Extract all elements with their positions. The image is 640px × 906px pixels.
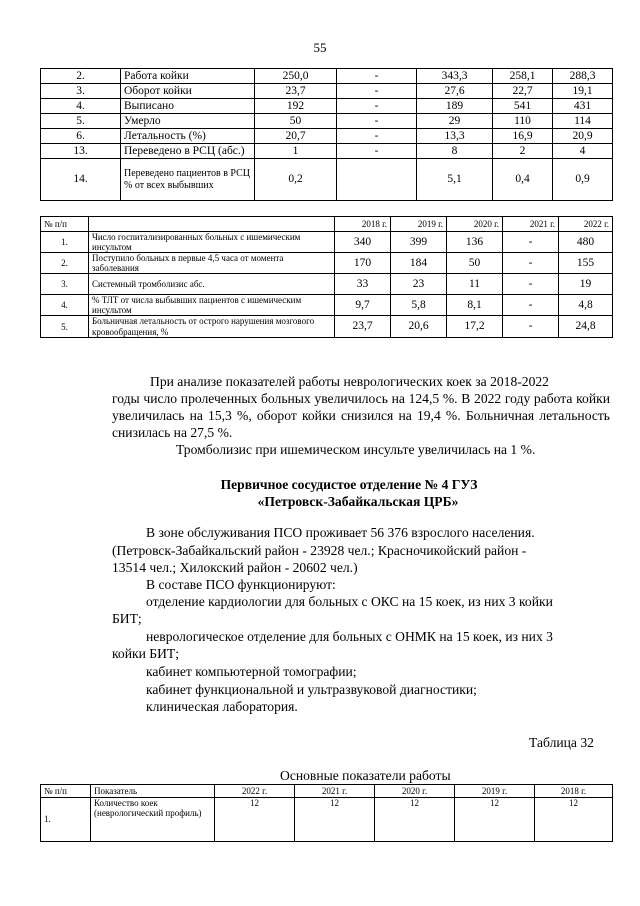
col-header: № п/п — [41, 785, 91, 798]
table-row — [41, 798, 613, 842]
table-cell: - — [337, 69, 417, 84]
table-cell: 13. — [41, 144, 121, 159]
table-cell: - — [337, 99, 417, 114]
table-cell: 27,6 — [417, 84, 493, 99]
table-cell: 5. — [41, 114, 121, 129]
table-cell: 14. — [41, 159, 121, 201]
table-cell: 20,7 — [255, 129, 337, 144]
table-cell: - — [337, 114, 417, 129]
table-header-row — [41, 217, 613, 232]
composition-item-2-cont: койки БИТ; — [112, 646, 179, 661]
table-cell: 24,8 — [559, 316, 613, 337]
table-cell: 4 — [553, 144, 613, 159]
table-cell: Летальность (%) — [121, 129, 255, 144]
table-cell: 29 — [417, 114, 493, 129]
table-cell: Число госпитализированных больных с ишемическим инсультом — [89, 232, 335, 253]
table-cell: % ТЛТ от числа выбывших пациентов с ишемическим инсультом — [89, 295, 335, 316]
table-cell: 2. — [41, 69, 121, 84]
table-row — [41, 129, 613, 144]
composition-item-2: неврологическое отделение для больных с ОНМК на 15 коек, из них 3 — [146, 629, 553, 644]
table-row — [41, 253, 613, 274]
composition-item-4: кабинет функциональной и ультразвуковой диагностики; — [146, 682, 477, 697]
table-cell: 12 — [375, 798, 455, 842]
table-cell: 33 — [335, 274, 391, 295]
table-cell: 155 — [559, 253, 613, 274]
col-header: 2021 г. — [295, 785, 375, 798]
table-cell: - — [503, 232, 559, 253]
table-cell: Переведено пациентов в РСЦ % от всех выбывших — [121, 159, 255, 201]
table-cell: 288,3 — [553, 69, 613, 84]
table-cell: 184 — [391, 253, 447, 274]
analysis-paragraph: годы число пролеченных больных увеличилось на 124,5 %. В 2022 году работа койки увеличилась на 15,3 %, оборот койки снизился на 19,4 %. Больничная летальность снизилась на 27,5 %. — [112, 391, 610, 440]
table-row — [41, 295, 613, 316]
table-cell: 399 — [391, 232, 447, 253]
table-cell: 1. — [41, 798, 91, 842]
table-cell: Переведено в РСЦ (абс.) — [121, 144, 255, 159]
col-header: 2020 г. — [375, 785, 455, 798]
section-heading-line2: «Петровск-Забайкальская ЦРБ» — [257, 494, 459, 509]
col-header: 2018 г. — [535, 785, 613, 798]
table-cell: - — [337, 129, 417, 144]
table-row — [41, 144, 613, 159]
table-cell: - — [503, 253, 559, 274]
table-cell: 23,7 — [335, 316, 391, 337]
col-header: 2022 г. — [215, 785, 295, 798]
table-cell: 12 — [295, 798, 375, 842]
table-cell: 23,7 — [255, 84, 337, 99]
thrombolysis-note: Тромболизис при ишемическом инсульте увеличилась на 1 %. — [176, 442, 536, 457]
table-cell: 23 — [391, 274, 447, 295]
table-cell: Количество коек (неврологический профиль) — [91, 798, 215, 842]
table-cell: Умерло — [121, 114, 255, 129]
col-header: № п/п — [41, 217, 89, 232]
table-row — [41, 159, 613, 201]
composition-item-3: кабинет компьютерной томографии; — [146, 664, 357, 679]
col-header: 2022 г. — [559, 217, 613, 232]
table-cell: 480 — [559, 232, 613, 253]
table-cell: 5,1 — [417, 159, 493, 201]
table-row — [41, 232, 613, 253]
table-cell: 0,2 — [255, 159, 337, 201]
table-cell: 340 — [335, 232, 391, 253]
table-cell: 13,3 — [417, 129, 493, 144]
table-row — [41, 274, 613, 295]
table-cell: Выписано — [121, 99, 255, 114]
page-number: 55 — [313, 40, 327, 55]
section-heading-line1: Первичное сосудистое отделение № 4 ГУЗ — [220, 477, 478, 492]
table-cell: 3. — [41, 274, 89, 295]
composition-item-1: отделение кардиологии для больных с ОКС на 15 коек, из них 3 койки — [146, 594, 553, 609]
table-row — [41, 69, 613, 84]
table-cell: - — [337, 84, 417, 99]
table-row — [41, 99, 613, 114]
pso-district-line2: 13514 чел.; Хилокский район - 20602 чел.) — [112, 560, 358, 575]
col-header: 2019 г. — [455, 785, 535, 798]
table-cell: 258,1 — [493, 69, 553, 84]
table-cell: Поступило больных в первые 4,5 часа от момента заболевания — [89, 253, 335, 274]
table-cell: 0,9 — [553, 159, 613, 201]
table-cell: 5. — [41, 316, 89, 337]
table-cell: 5,8 — [391, 295, 447, 316]
table-cell: - — [503, 274, 559, 295]
col-header: 2018 г. — [335, 217, 391, 232]
table-cell: 0,4 — [493, 159, 553, 201]
table-row — [41, 114, 613, 129]
table-cell: 9,7 — [335, 295, 391, 316]
table-cell: 3. — [41, 84, 121, 99]
table-cell: 8 — [417, 144, 493, 159]
table-cell — [337, 159, 417, 201]
table-cell: 4. — [41, 99, 121, 114]
table-cell: 20,9 — [553, 129, 613, 144]
table-cell: 8,1 — [447, 295, 503, 316]
table-row — [41, 84, 613, 99]
table-cell: 431 — [553, 99, 613, 114]
col-header — [89, 217, 335, 232]
table-cell: 6. — [41, 129, 121, 144]
table-cell: 192 — [255, 99, 337, 114]
table-cell: 250,0 — [255, 69, 337, 84]
table-cell: Работа койки — [121, 69, 255, 84]
table-label: Таблица 32 — [529, 735, 594, 750]
table-cell: 1 — [255, 144, 337, 159]
table-cell: 16,9 — [493, 129, 553, 144]
table-cell: 1. — [41, 232, 89, 253]
table-cell: 110 — [493, 114, 553, 129]
table-header-row — [41, 785, 613, 798]
composition-item-5: клиническая лаборатория. — [146, 699, 298, 714]
table-cell: 114 — [553, 114, 613, 129]
table-cell: 17,2 — [447, 316, 503, 337]
main-indicators-table — [40, 784, 613, 842]
col-header: 2020 г. — [447, 217, 503, 232]
bed-indicators-table — [40, 68, 613, 201]
table-cell: 11 — [447, 274, 503, 295]
table-cell: 2 — [493, 144, 553, 159]
pso-population-line: В зоне обслуживания ПСО проживает 56 376 взрослого населения. — [146, 525, 535, 540]
col-header: 2021 г. — [503, 217, 559, 232]
table-cell: 19 — [559, 274, 613, 295]
table-cell: 189 — [417, 99, 493, 114]
pso-district-line: (Петровск-Забайкальский район - 23928 чел.; Красночикойский район - — [112, 543, 527, 558]
table-cell: - — [337, 144, 417, 159]
table-cell: 170 — [335, 253, 391, 274]
table-cell: 12 — [455, 798, 535, 842]
table-cell: 19,1 — [553, 84, 613, 99]
analysis-paragraph-first-line: При анализе показателей работы неврологических коек за 2018-2022 — [150, 374, 549, 389]
table-row — [41, 316, 613, 337]
table-cell: 20,6 — [391, 316, 447, 337]
table-cell: Оборот койки — [121, 84, 255, 99]
table-cell: 343,3 — [417, 69, 493, 84]
composition-item-1-cont: БИТ; — [112, 611, 142, 626]
table-cell: - — [503, 316, 559, 337]
table-cell: Системный тромболизис абс. — [89, 274, 335, 295]
composition-intro: В составе ПСО функционируют: — [146, 577, 336, 592]
table-cell: - — [503, 295, 559, 316]
table-cell: 541 — [493, 99, 553, 114]
table-cell: 136 — [447, 232, 503, 253]
col-header: 2019 г. — [391, 217, 447, 232]
table-cell: 2. — [41, 253, 89, 274]
table-cell: 12 — [535, 798, 613, 842]
table-cell: 4. — [41, 295, 89, 316]
table-cell: 4,8 — [559, 295, 613, 316]
table-cell: 50 — [255, 114, 337, 129]
table-cell: 22,7 — [493, 84, 553, 99]
table-cell: 12 — [215, 798, 295, 842]
table-cell: 50 — [447, 253, 503, 274]
table-caption: Основные показатели работы — [280, 768, 451, 783]
stroke-indicators-table — [40, 216, 613, 338]
table-cell: Больничная летальность от острого нарушения мозгового кровообращения, % — [89, 316, 335, 337]
col-header: Показатель — [91, 785, 215, 798]
